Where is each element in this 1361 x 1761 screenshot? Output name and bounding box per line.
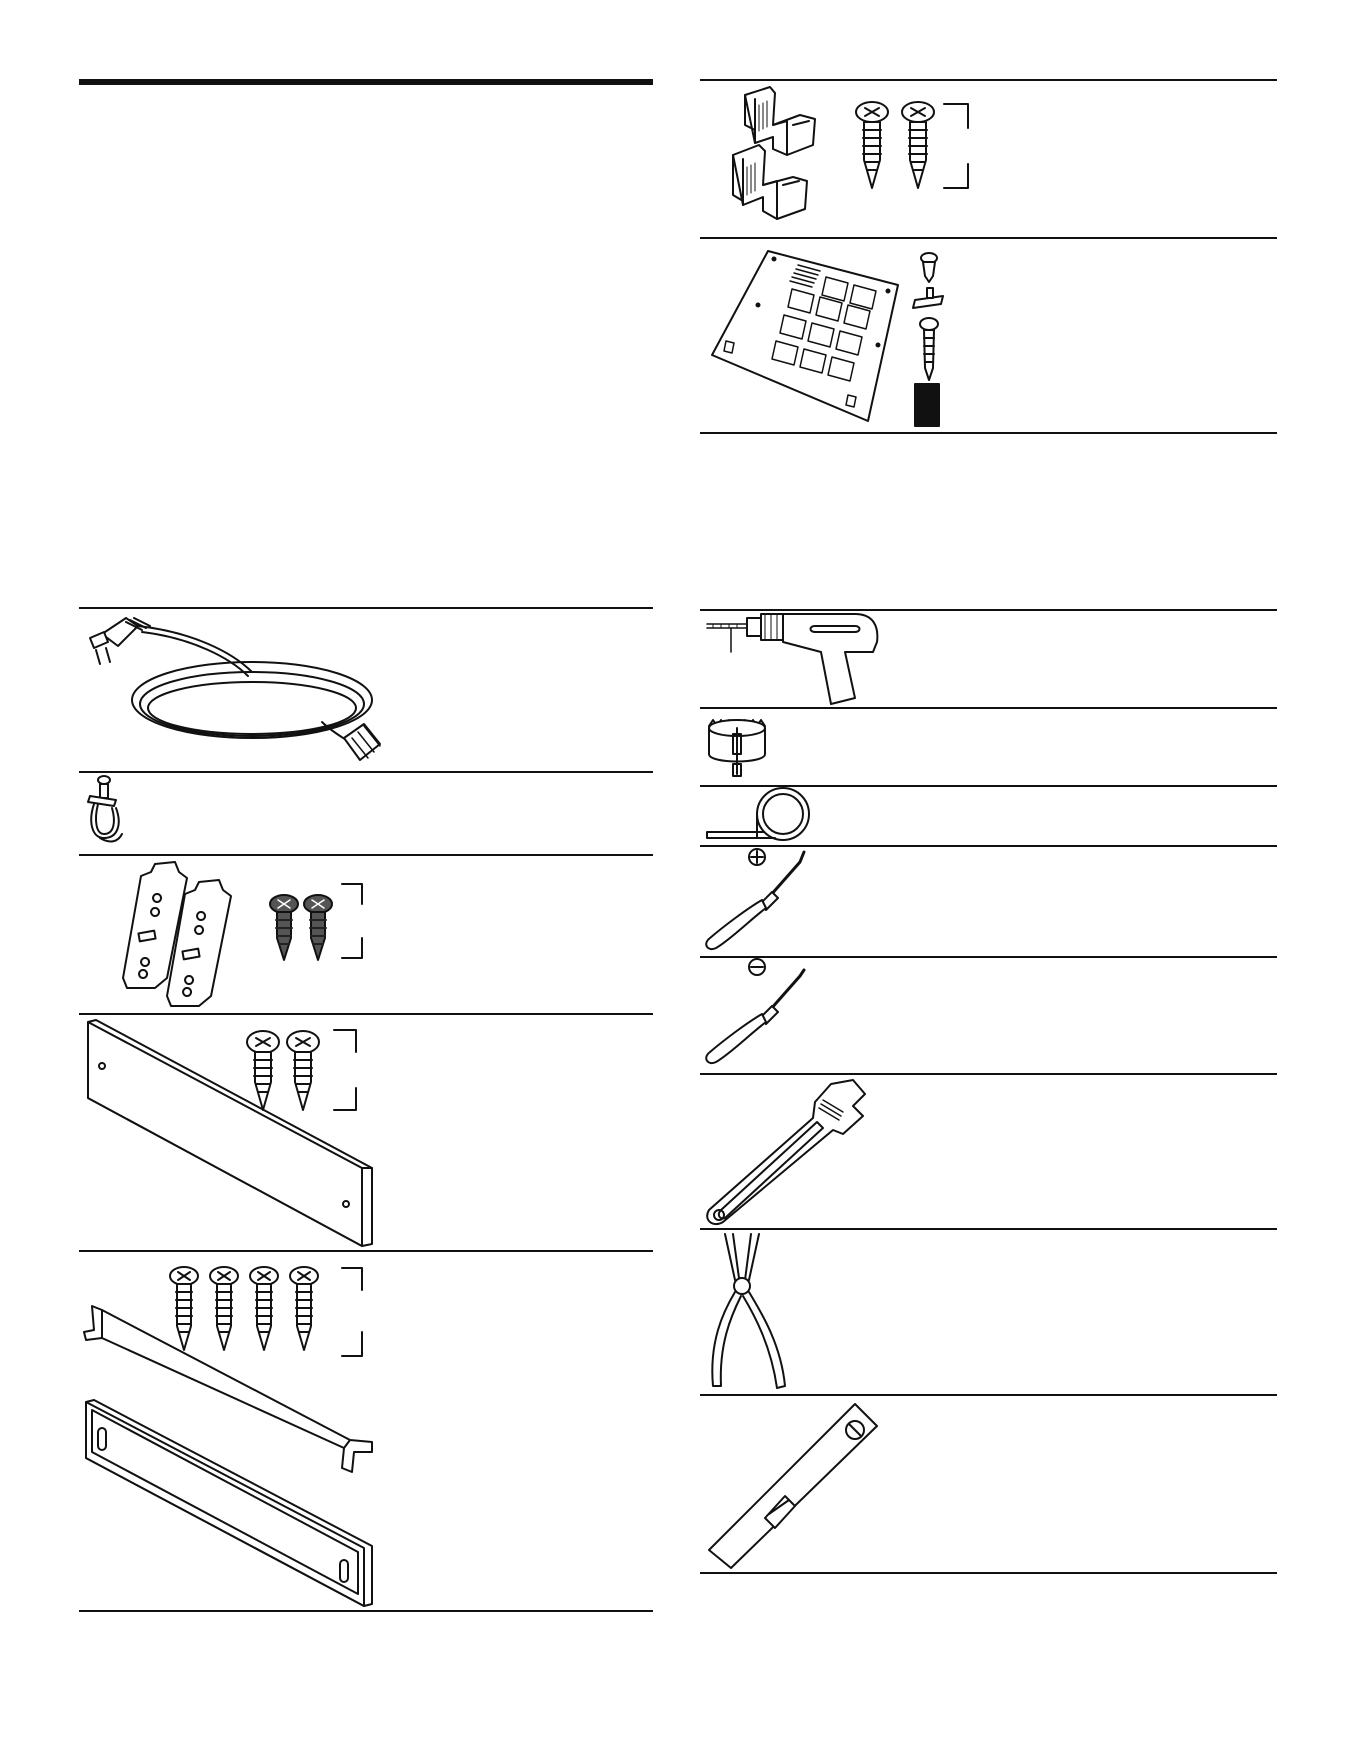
power-cord-icon	[82, 612, 382, 770]
right-divider	[700, 1228, 1277, 1230]
cable-clamp-icon	[82, 772, 142, 852]
left-header-rule	[79, 79, 653, 85]
length-bracket	[332, 1028, 360, 1114]
screw-icon	[852, 100, 942, 195]
length-bracket	[340, 882, 366, 962]
trim-strip-icon	[82, 1302, 382, 1612]
right-divider	[700, 432, 1277, 434]
hole-saw-icon	[703, 714, 773, 784]
flat-screwdriver-icon	[700, 958, 810, 1070]
length-bracket	[940, 102, 972, 192]
anti-tip-bracket-icon	[715, 85, 825, 230]
phillips-screwdriver-icon	[700, 848, 810, 954]
tape-measure-icon	[705, 788, 815, 844]
right-divider	[700, 609, 1277, 611]
right-top-rule	[700, 79, 1277, 81]
left-divider	[79, 1250, 653, 1252]
screw-icon	[268, 894, 348, 974]
left-divider	[79, 854, 653, 856]
left-divider	[79, 1013, 653, 1015]
left-divider	[79, 771, 653, 773]
installation-template-icon	[708, 245, 908, 425]
screw-icon	[245, 1030, 325, 1120]
right-divider	[700, 1394, 1277, 1396]
right-divider	[700, 845, 1277, 847]
left-divider	[79, 607, 653, 609]
right-divider	[700, 785, 1277, 787]
adjustable-wrench-icon	[703, 1078, 873, 1226]
right-divider	[700, 1073, 1277, 1075]
right-divider	[700, 237, 1277, 239]
needle-nose-pliers-icon	[705, 1232, 795, 1392]
template-hardware-icon	[905, 248, 955, 428]
mounting-strap-icon	[115, 858, 245, 1008]
drill-icon	[705, 612, 885, 707]
spirit-level-icon	[705, 1400, 885, 1570]
right-divider	[700, 707, 1277, 709]
right-divider	[700, 1572, 1277, 1574]
